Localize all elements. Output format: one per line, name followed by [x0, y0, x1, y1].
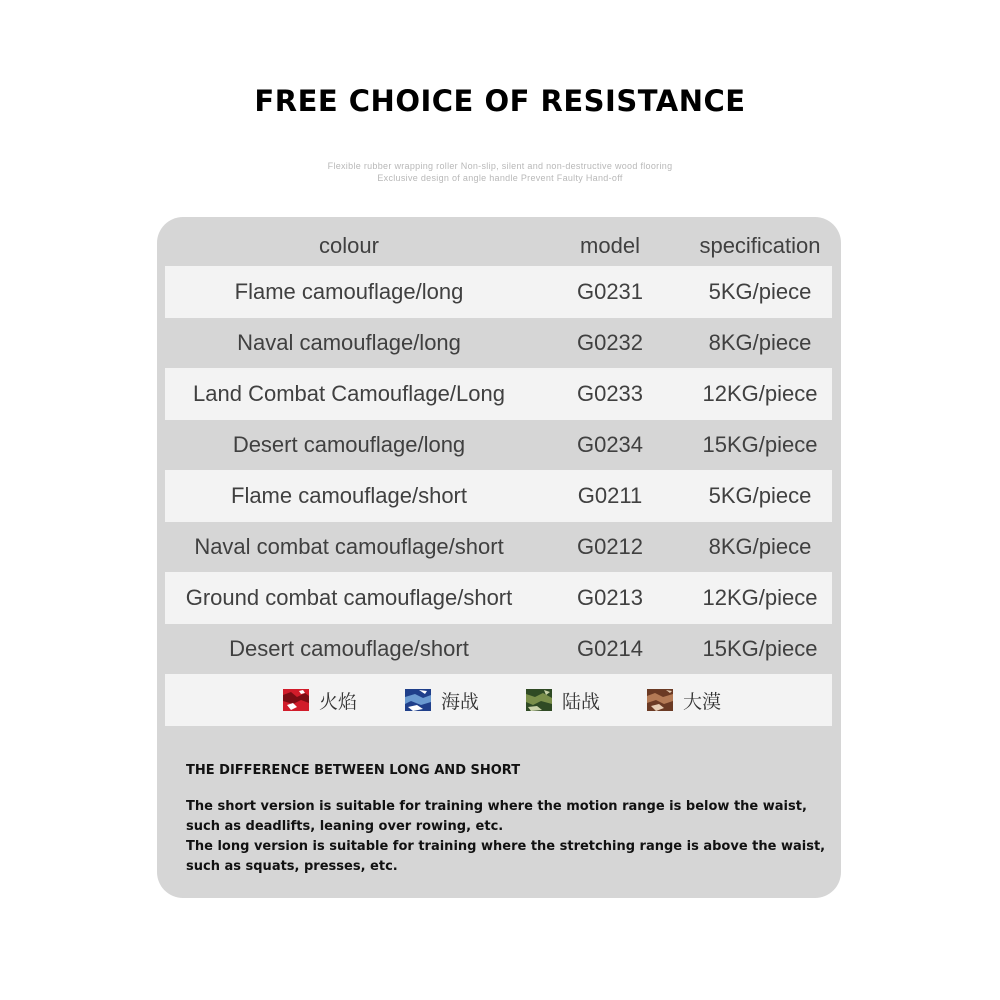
row-model: G0233 [576, 381, 644, 406]
row-spec: 12KG/piece [702, 381, 818, 406]
row-spec: 8KG/piece [708, 534, 812, 559]
row-model: G0232 [576, 330, 644, 355]
difference-short-text: The short version is suitable for training where the motion range is below the waist, such as deadlifts, leaning over rowing, etc. [186, 799, 807, 834]
table-row [165, 419, 832, 471]
table-row [165, 623, 832, 675]
row-colour: Flame camouflage/long [234, 279, 464, 304]
flame-camo-swatch-icon [283, 689, 309, 711]
row-spec: 15KG/piece [702, 636, 818, 661]
legend-label-land: 陆战 [562, 690, 601, 713]
desert-camo-swatch-icon [647, 689, 673, 711]
subtitle-line-2: Exclusive design of angle handle Prevent Faulty Hand-off [377, 173, 623, 183]
table-row [165, 317, 832, 369]
header-model: model [580, 233, 640, 258]
difference-long-text: The long version is suitable for training where the stretching range is above the waist, such as squats, presses, etc. [186, 839, 826, 874]
legend-item-land [526, 674, 600, 726]
difference-title: THE DIFFERENCE BETWEEN LONG AND SHORT [186, 763, 521, 778]
table-row [165, 572, 832, 624]
header-colour: colour [319, 233, 379, 258]
subtitle-line-1: Flexible rubber wrapping roller Non-slip, silent and non-destructive wood flooring [327, 161, 673, 171]
table-row [165, 266, 832, 318]
row-spec: 5KG/piece [708, 279, 812, 304]
row-spec: 12KG/piece [702, 585, 818, 610]
table-row [165, 521, 832, 573]
legend-item-desert [647, 674, 721, 726]
row-colour: Desert camouflage/short [229, 636, 469, 661]
legend-item-flame [283, 674, 357, 726]
row-model: G0214 [576, 636, 644, 661]
legend-label-flame: 火焰 [319, 690, 358, 713]
table-row [165, 368, 832, 420]
naval-camo-swatch-icon [405, 689, 431, 711]
colour-legend [165, 674, 832, 726]
table-row [165, 470, 832, 522]
row-model: G0212 [576, 534, 644, 559]
spec-panel [157, 217, 841, 898]
row-spec: 8KG/piece [708, 330, 812, 355]
row-colour: Flame camouflage/short [231, 483, 467, 508]
row-model: G0213 [576, 585, 644, 610]
row-colour: Ground combat camouflage/short [185, 585, 513, 610]
row-colour: Desert camouflage/long [232, 432, 466, 457]
row-model: G0234 [576, 432, 644, 457]
row-colour: Land Combat Camouflage/Long [193, 381, 505, 406]
row-colour: Naval combat camouflage/short [194, 534, 504, 559]
row-spec: 15KG/piece [702, 432, 818, 457]
page-title: FREE CHOICE OF RESISTANCE [254, 84, 746, 118]
row-colour: Naval camouflage/long [237, 330, 461, 355]
row-spec: 5KG/piece [708, 483, 812, 508]
legend-label-desert: 大漠 [683, 690, 722, 713]
header-specification: specification [699, 233, 821, 258]
legend-label-naval: 海战 [441, 690, 480, 713]
table-header [165, 220, 832, 272]
row-model: G0211 [577, 483, 643, 508]
row-model: G0231 [576, 279, 644, 304]
legend-item-naval [405, 674, 479, 726]
land-camo-swatch-icon [526, 689, 552, 711]
